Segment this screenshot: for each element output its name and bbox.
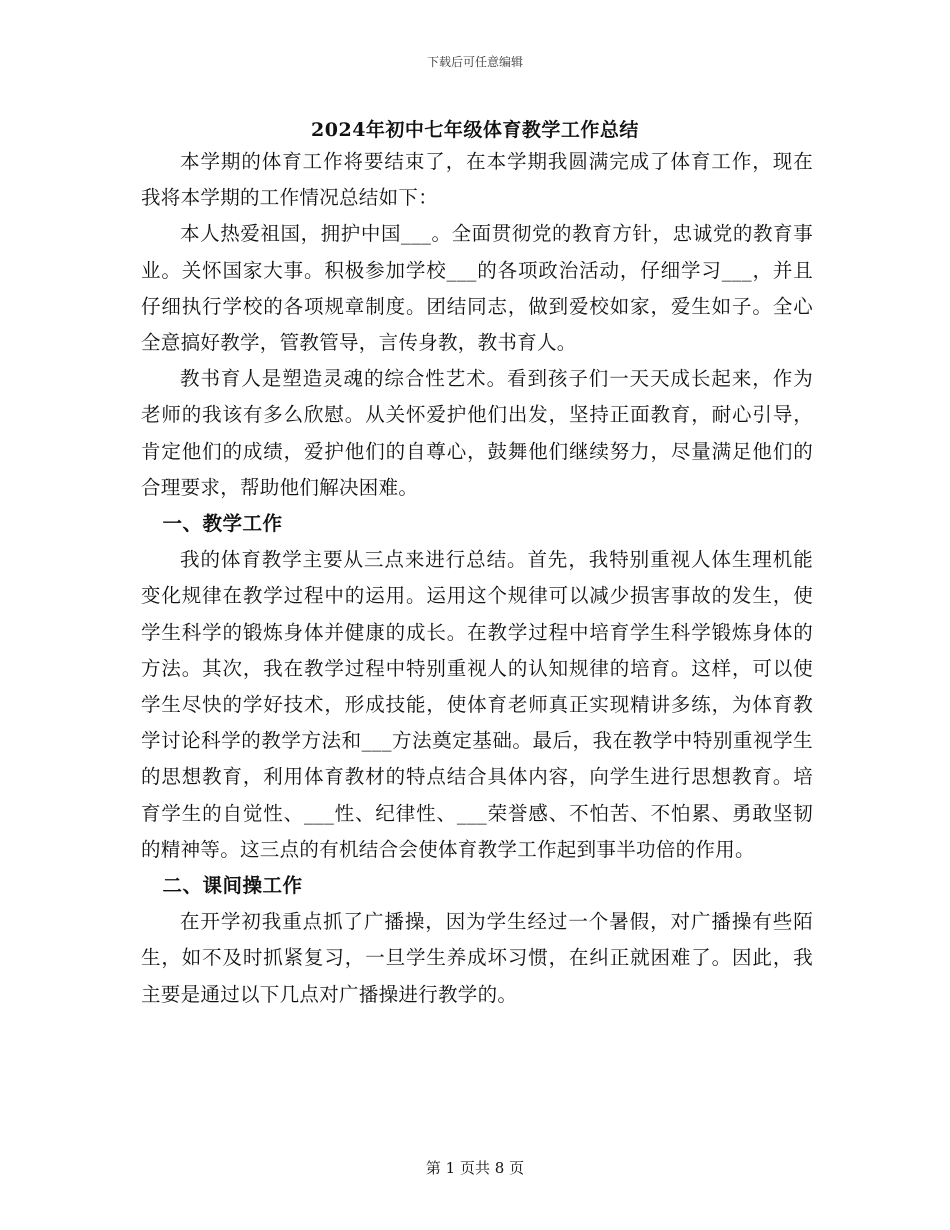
document-body [141,144,813,1013]
header-note: 下载后可任意编辑 [426,55,523,69]
section-heading-exercise: 二、课间操工作 [162,874,303,898]
paragraph-intro: 本学期的体育工作将要结束了，在本学期我圆满完成了体育工作，现在我将本学期的工作情况总结如下： [141,150,813,210]
paragraph-political: 本人热爱祖国，拥护中国___。全面贯彻党的教育方针，忠诚党的教育事业。关怀国家大事。积极参加学校___的各项政治活动，仔细学习___，并且仔细执行学校的各项规章制度。团结同志，做到爱校如家，爱生如子。全心全意搞好教学，管教管导，言传身教，教书育人。 [141,222,813,355]
section-heading-teaching: 一、教学工作 [162,512,283,536]
paragraph-education: 教书育人是塑造灵魂的综合性艺术。看到孩子们一天天成长起来，作为老师的我该有多么欣慰。从关怀爱护他们出发，坚持正面教育，耐心引导，肯定他们的成绩，爱护他们的自尊心，鼓舞他们继续努力，尽量满足他们的合理要求，帮助他们解决困难。 [141,367,813,499]
paragraph-exercise: 在开学初我重点抓了广播操，因为学生经过一个暑假，对广播操有些陌生，如不及时抓紧复习，一旦学生养成坏习惯，在纠正就困难了。因此，我主要是通过以下几点对广播操进行教学的。 [141,910,813,1006]
document-title: 2024年初中七年级体育教学工作总结 [311,119,639,141]
page-number: 第 1 页共 8 页 [425,1159,525,1177]
paragraph-teaching: 我的体育教学主要从三点来进行总结。首先，我特别重视人体生理机能变化规律在教学过程中的运用。运用这个规律可以减少损害事故的发生，使学生科学的锻炼身体并健康的成长。在教学过程中培育学生科学锻炼身体的方法。其次，我在教学过程中特别重视人的认知规律的培育。这样，可以使学生尽快的学好技术，形成技能，使体育老师真正实现精讲多练，为体育教学讨论科学的教学方法和___方法奠定基础。最后，我在教学中特别重视学生的思想教育，利用体育教材的特点结合具体内容，向学生进行思想教育。培育学生的自觉性、___性、纪律性、___荣誉感、不怕苦、不怕累、勇敢坚韧的精神等。这三点的有机结合会使体育教学工作起到事半功倍的作用。 [141,548,813,861]
